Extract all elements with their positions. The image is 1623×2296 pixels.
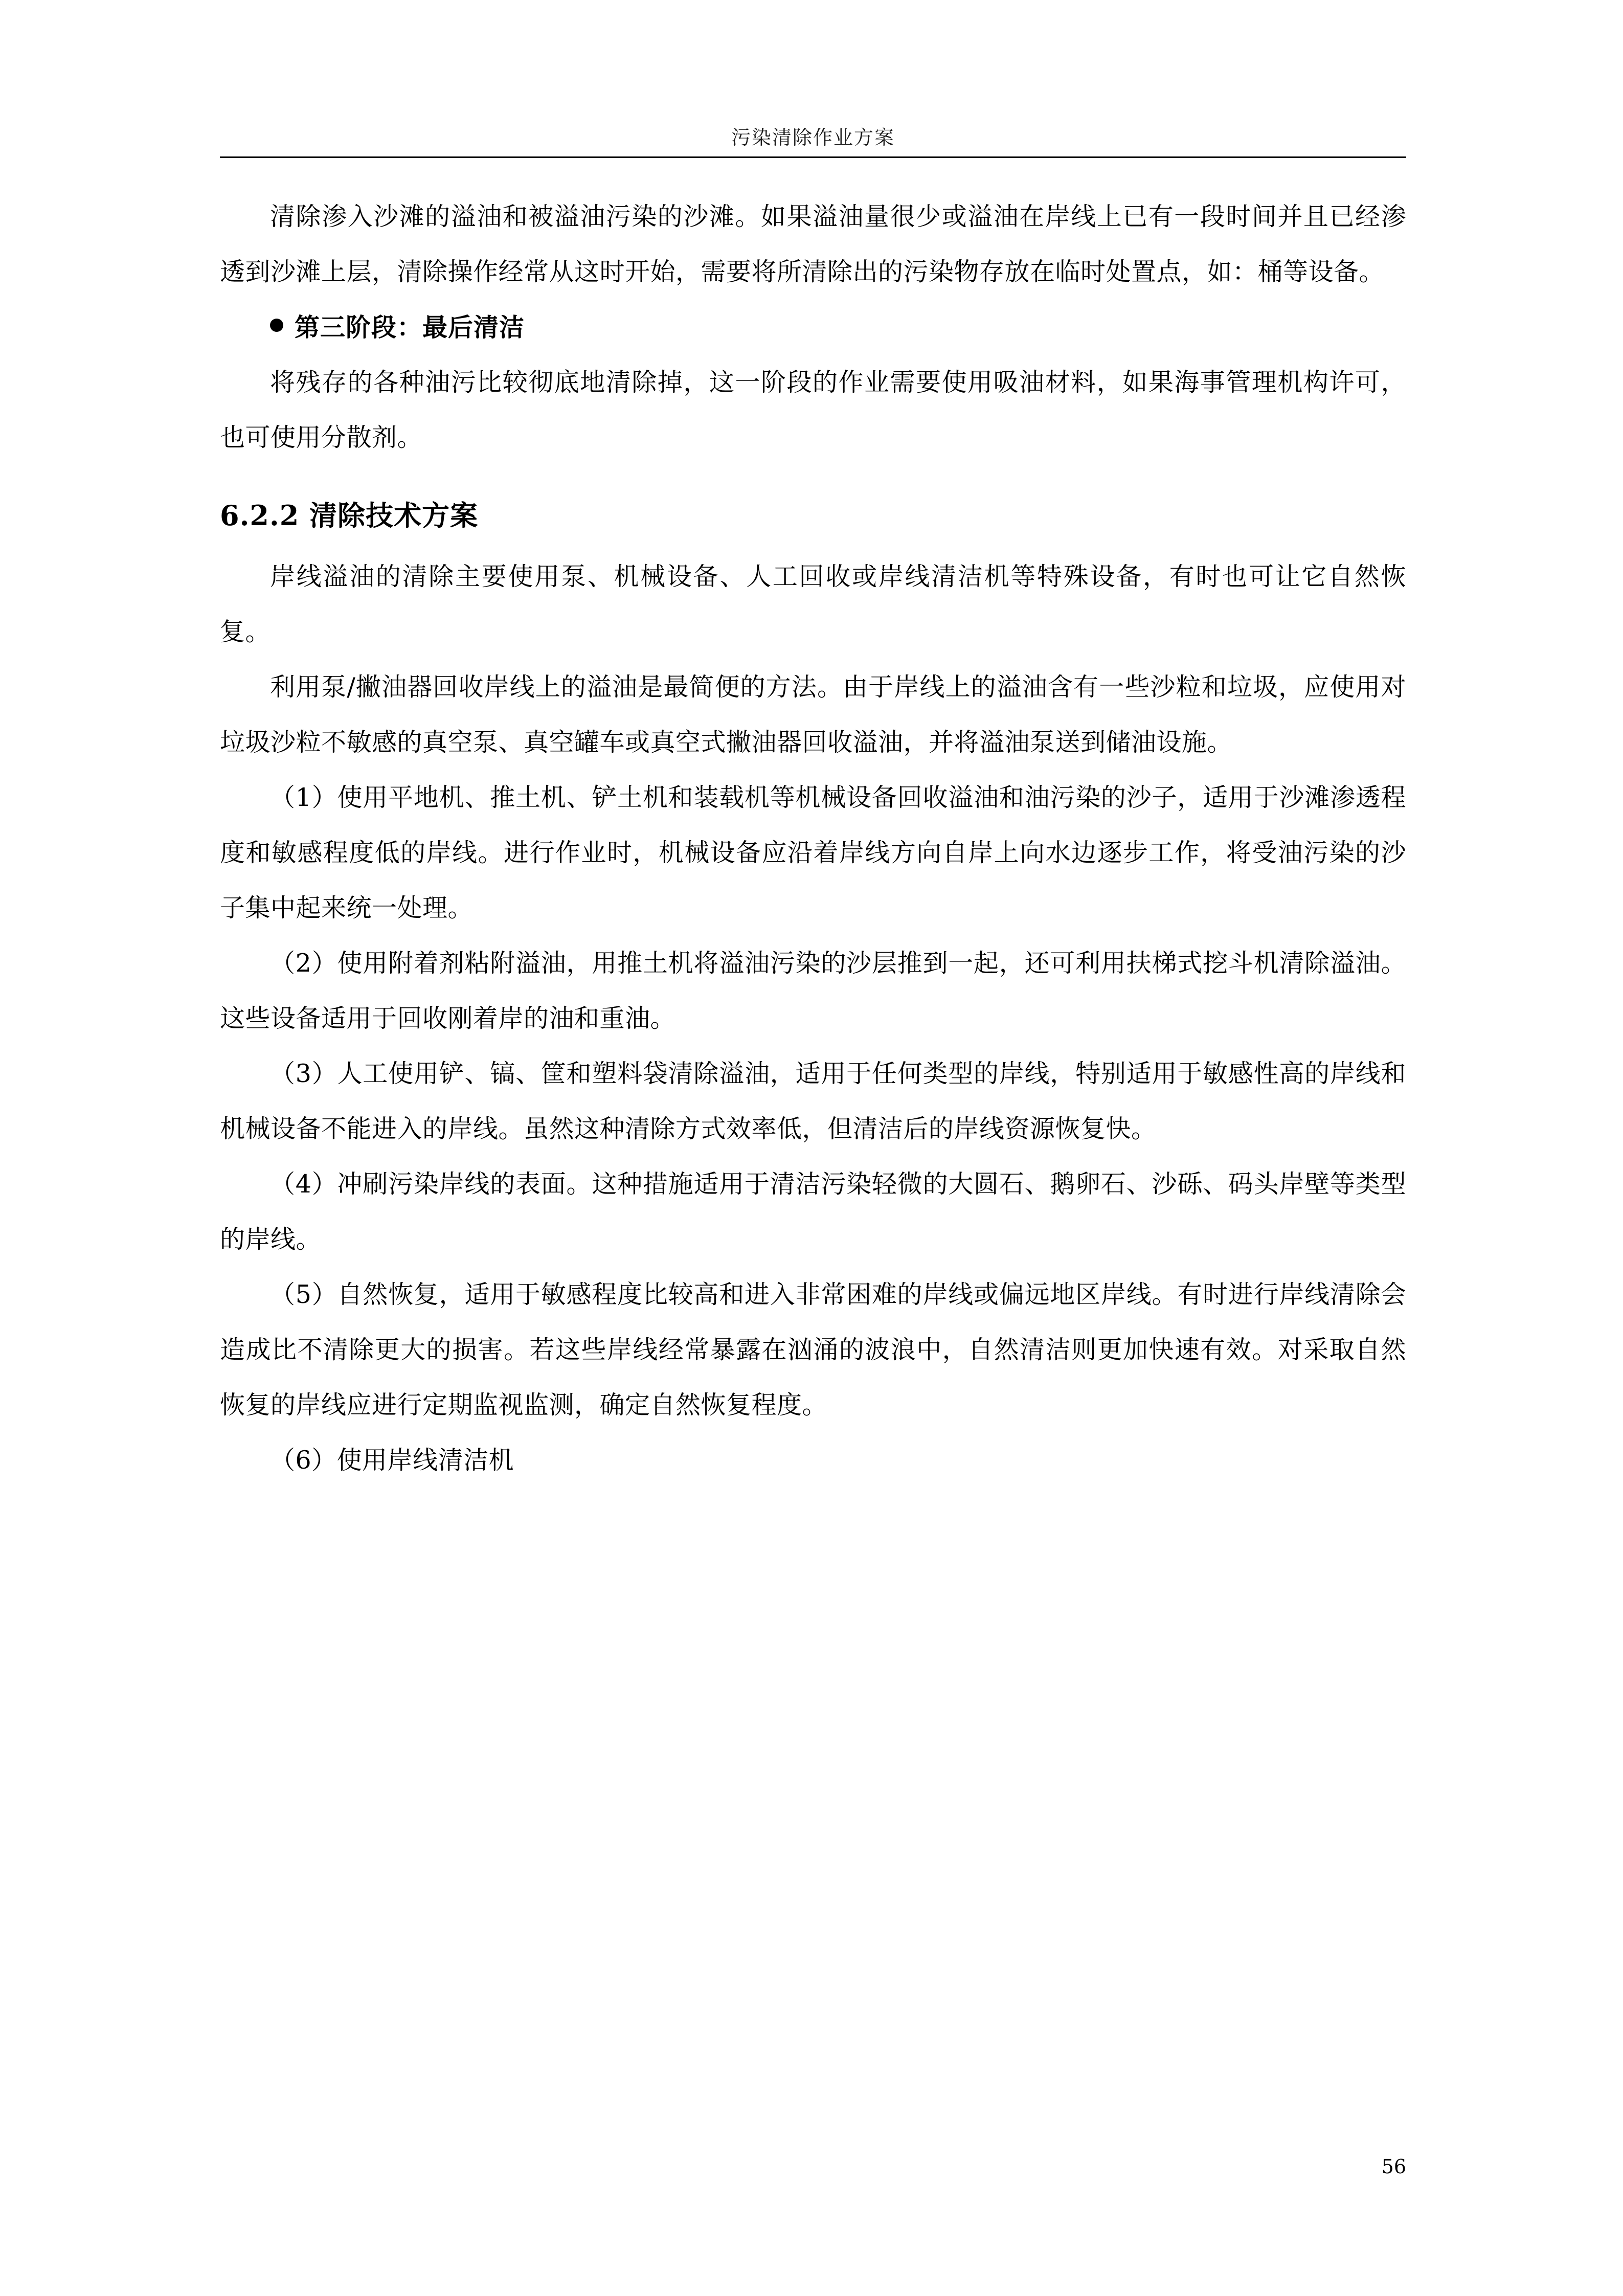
header-divider: [220, 156, 1406, 158]
paragraph-3: 岸线溢油的清除主要使用泵、机械设备、人工回收或岸线清洁机等特殊设备，有时也可让它自然恢复。: [220, 562, 1406, 646]
bullet-dot-icon: [270, 319, 283, 332]
list-item-6: （6）使用岸线清洁机: [270, 1446, 514, 1475]
bullet-item-stage-three: [220, 300, 1406, 355]
page-number: 56: [1381, 2155, 1406, 2178]
list-item-1: （1）使用平地机、推土机、铲土机和装载机等机械设备回收溢油和油污染的沙子，适用于沙滩渗透程度和敏感程度低的岸线。进行作业时，机械设备应沿着岸线方向自岸上向水边逐步工作，将受油污染的沙子集中起来统一处理。: [220, 783, 1406, 922]
list-item-5: （5）自然恢复，适用于敏感程度比较高和进入非常困难的岸线或偏远地区岸线。有时进行岸线清除会造成比不清除更大的损害。若这些岸线经常暴露在汹涌的波浪中，自然清洁则更加快速有效。对采取自然恢复的岸线应进行定期监视监测，确定自然恢复程度。: [220, 1280, 1406, 1420]
list-item-3: （3）人工使用铲、镐、筐和塑料袋清除溢油，适用于任何类型的岸线，特别适用于敏感性高的岸线和机械设备不能进入的岸线。虽然这种清除方式效率低，但清洁后的岸线资源恢复快。: [220, 1059, 1406, 1143]
paragraph-1: 清除渗入沙滩的溢油和被溢油污染的沙滩。如果溢油量很少或溢油在岸线上已有一段时间并且已经渗透到沙滩上层，清除操作经常从这时开始，需要将所清除出的污染物存放在临时处置点，如：桶等设备。: [220, 202, 1406, 286]
paragraph-4: 利用泵/撇油器回收岸线上的溢油是最简便的方法。由于岸线上的溢油含有一些沙粒和垃圾，应使用对垃圾沙粒不敏感的真空泵、真空罐车或真空式撇油器回收溢油，并将溢油泵送到储油设施。: [220, 672, 1406, 757]
page-content: [220, 189, 1406, 1488]
list-item-4: （4）冲刷污染岸线的表面。这种措施适用于清洁污染轻微的大圆石、鹅卵石、沙砾、码头岸壁等类型的岸线。: [220, 1169, 1406, 1254]
list-item-2: （2）使用附着剂粘附溢油，用推土机将溢油污染的沙层推到一起，还可利用扶梯式挖斗机清除溢油。这些设备适用于回收刚着岸的油和重油。: [220, 949, 1406, 1033]
section-heading-6-2-2: 6.2.2 清除技术方案: [220, 499, 479, 532]
paragraph-2: 将残存的各种油污比较彻底地清除掉，这一阶段的作业需要使用吸油材料，如果海事管理机构许可，也可使用分散剂。: [220, 368, 1406, 452]
page-header: 污染清除作业方案: [731, 126, 895, 149]
bullet-item-label: 第三阶段：最后清洁: [295, 312, 525, 342]
